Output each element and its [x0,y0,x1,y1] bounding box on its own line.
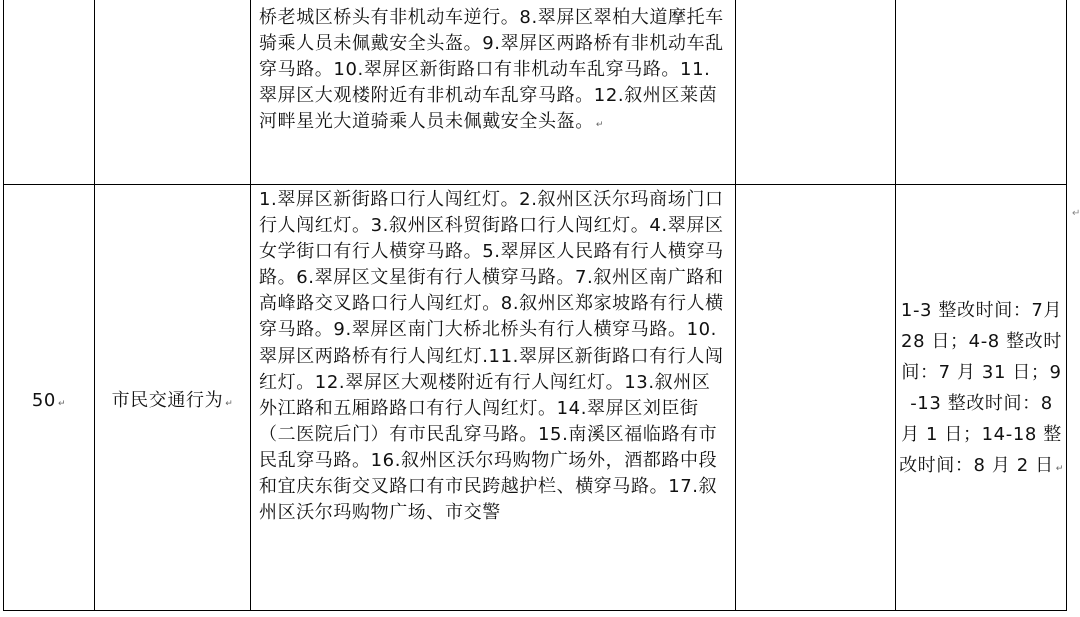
row-2-number: 50 [31,390,56,411]
margin-return-mark: ↵ [1072,208,1080,219]
row-divider [3,184,1067,185]
paragraph-mark: ↵ [595,120,604,131]
paragraph-mark: ↵ [57,399,67,409]
column-divider-1 [94,0,95,611]
table-border-right [1066,0,1067,611]
row-2-content-text: 1.翠屏区新街路口行人闯红灯。2.叙州区沃尔玛商场门口行人闯红灯。3.叙州区科贸街路口行人闯红灯。4.翠屏区女学街口有行人横穿马路。5.翠屏区人民路有行人横穿马路。6.翠屏区文星街有行人横穿马路。7.叙州区南广路和高峰路交叉路口行人闯红灯。8.叙州区郑家坡路有行人横穿马路。9.翠屏区南门大桥北桥头有行人横穿马路。10.翠屏区两路桥有行人闯红灯.11.翠屏区新街路口有行人闯红灯。12.翠屏区大观楼附近有行人闯红灯。13.叙州区外江路和五厢路路口有行人闯红灯。14.翠屏区刘臣街（二医院后门）有市民乱穿马路。15.南溪区福临路有市民乱穿马路。16.叙州区沃尔玛购物广场外，酒都路中段和宜庆东街交叉路口有市民跨越护栏、横穿马路。17.叙州区沃尔玛购物广场、市交警 [259,189,724,524]
column-divider-3 [735,0,736,611]
paragraph-mark: ↵ [1055,464,1064,474]
row-2-content-cell [259,187,729,609]
column-divider-4 [895,0,896,611]
row-2-category: 市民交通行为 [111,390,224,411]
column-divider-2 [250,0,251,611]
row-2-number-cell [4,388,94,417]
row-1-content-text: 桥老城区桥头有非机动车逆行。8.翠屏区翠柏大道摩托车骑乘人员未佩戴安全头盔。9.翠屏区两路桥有非机动车乱穿马路。10.翠屏区新街路口有非机动车乱穿马路。11.翠屏区大观楼附近有非机动车乱穿马路。12.叙州区莱茵河畔星光大道骑乘人员未佩戴安全头盔。 [259,7,724,133]
table-border-left [3,0,4,611]
row-2-deadline-cell [898,295,1065,485]
table-border-bottom [3,610,1067,611]
row-1-content-cell [259,5,729,138]
row-2-category-cell [95,388,250,417]
paragraph-mark: ↵ [225,399,234,409]
row-2-deadline-text: 1-3 整改时间：7月 28 日；4-8 整改时间：7 月 31 日；9-13 整改时间：8 月 1 日；14-18 整改时间：8 月 2 日 [899,300,1063,476]
